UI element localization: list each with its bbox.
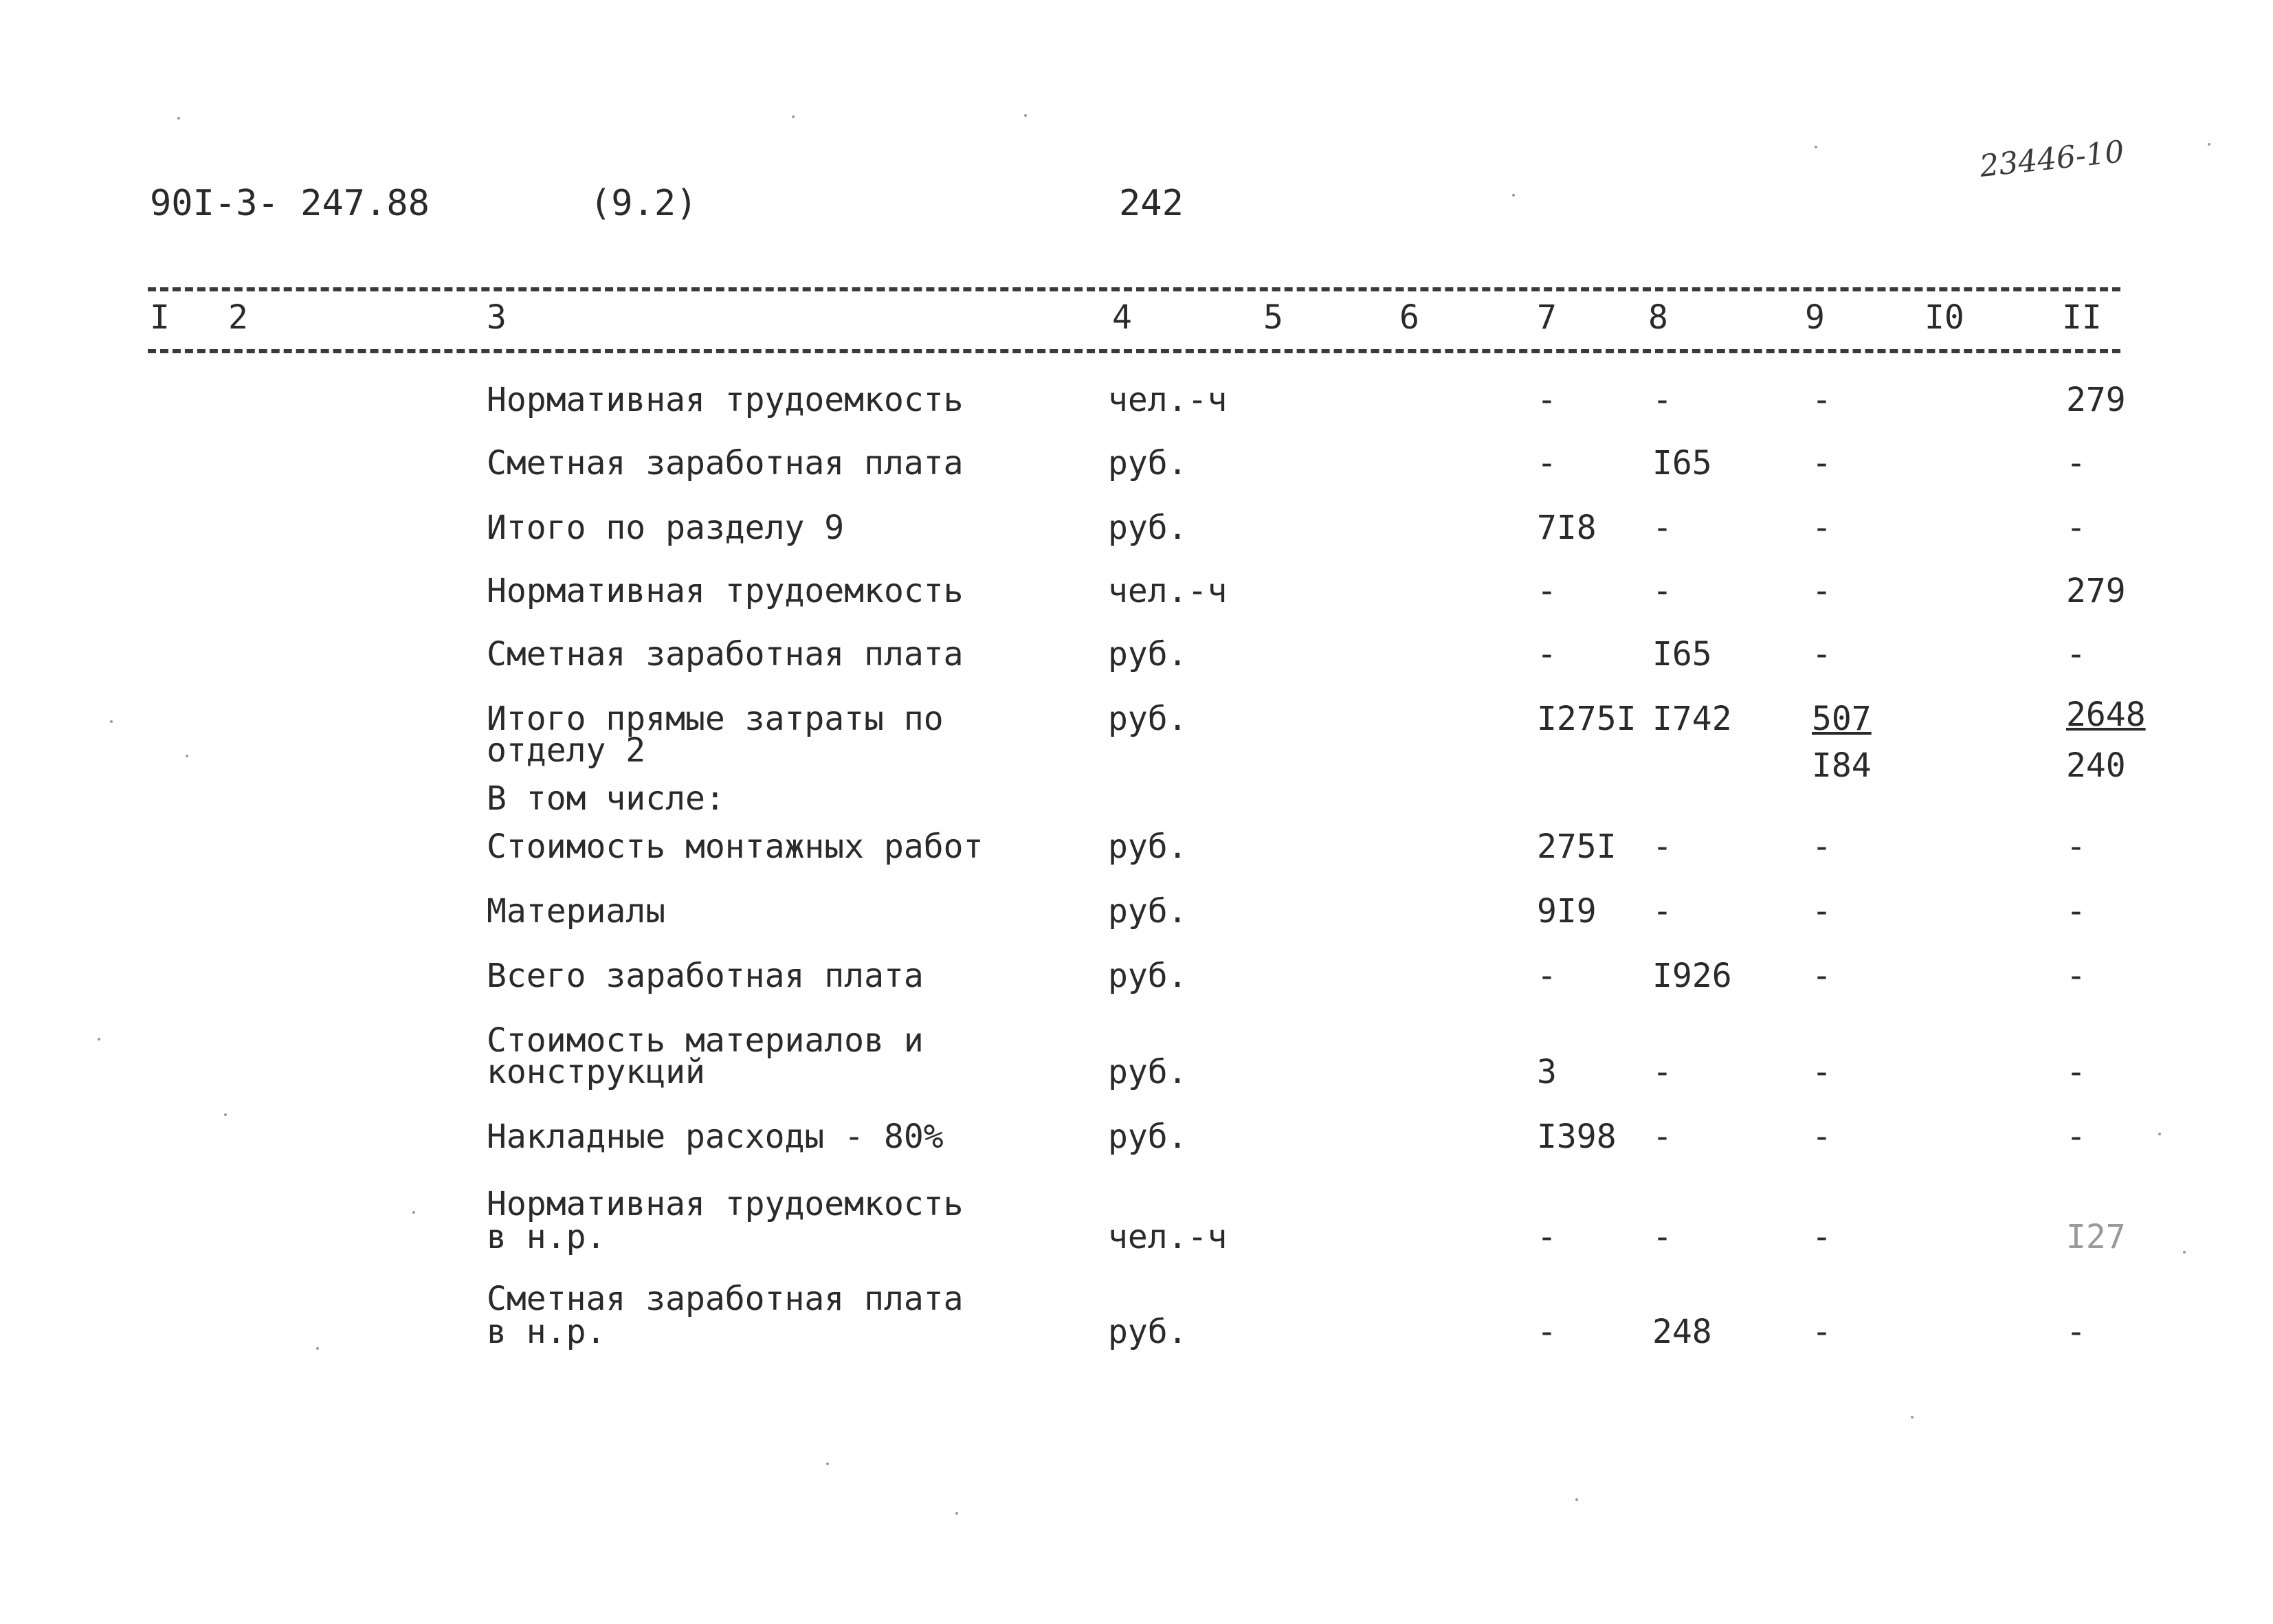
row-col7: - <box>1537 1313 1557 1351</box>
row-unit: чел.-ч <box>1108 572 1228 610</box>
row-col7: - <box>1537 381 1557 419</box>
row-label: Нормативная трудоемкость <box>487 572 964 610</box>
row-col7: 275I <box>1537 827 1617 866</box>
row-unit: чел.-ч <box>1108 381 1228 419</box>
row-col8: - <box>1652 509 1672 547</box>
row-col8: - <box>1652 1218 1672 1256</box>
row-col8: I65 <box>1652 444 1712 482</box>
scan-speck <box>177 117 180 120</box>
scan-speck <box>955 1512 958 1515</box>
row-label-cont: отделу 2 <box>487 731 646 770</box>
row-col8: - <box>1652 892 1672 931</box>
row-col11: - <box>2066 892 2086 931</box>
scan-speck <box>98 1038 100 1041</box>
row-unit: руб. <box>1108 700 1188 738</box>
row-label: Сметная заработная плата <box>487 1280 964 1318</box>
scan-speck <box>1024 114 1027 117</box>
col-header-9: 9 <box>1805 298 1825 337</box>
col-header-10: I0 <box>1925 298 1964 337</box>
scan-speck <box>1575 1498 1578 1501</box>
section-number: (9.2) <box>590 183 698 224</box>
row-label: Нормативная трудоемкость <box>487 381 964 419</box>
row-col7: - <box>1537 572 1557 610</box>
col-header-3: 3 <box>487 298 507 337</box>
document-code: 90I-3- 247.88 <box>150 183 430 224</box>
row-col11-denominator: 240 <box>2066 746 2126 785</box>
col-header-1: I <box>150 298 170 337</box>
scan-speck <box>1911 1416 1914 1419</box>
row-col7: 9I9 <box>1537 892 1597 931</box>
row-col11-numerator: 2648 <box>2066 696 2146 734</box>
row-col9-denominator: I84 <box>1812 746 1872 785</box>
row-unit: руб. <box>1108 1313 1188 1351</box>
row-col9: - <box>1812 892 1832 931</box>
row-label-cont: в н.р. <box>487 1218 606 1256</box>
row-col8: - <box>1652 1117 1672 1156</box>
scan-speck <box>316 1347 319 1350</box>
row-col11: - <box>2066 827 2086 866</box>
row-label: Стоимость материалов и <box>487 1021 924 1060</box>
row-col7: - <box>1537 444 1557 482</box>
row-unit: руб. <box>1108 1053 1188 1091</box>
row-col7: - <box>1537 957 1557 995</box>
row-col9: - <box>1812 444 1832 482</box>
col-header-11: II <box>2062 298 2102 337</box>
row-col11: - <box>2066 1053 2086 1091</box>
scan-speck <box>826 1462 829 1465</box>
header-bottom-rule <box>148 349 2120 353</box>
row-label: Сметная заработная плата <box>487 635 964 674</box>
row-col9: - <box>1812 509 1832 547</box>
row-col9: - <box>1812 572 1832 610</box>
scan-speck <box>2208 143 2210 146</box>
row-label-cont: конструкций <box>487 1053 705 1091</box>
row-label-subheading: В том числе: <box>487 779 725 818</box>
row-unit: руб. <box>1108 827 1188 866</box>
col-header-4: 4 <box>1112 298 1132 337</box>
row-col11-faint: I27 <box>2066 1218 2126 1256</box>
row-col11: - <box>2066 957 2086 995</box>
row-col9: - <box>1812 1313 1832 1351</box>
scan-speck <box>2158 1133 2161 1135</box>
row-unit: руб. <box>1108 1117 1188 1156</box>
row-col8: I742 <box>1652 700 1732 738</box>
row-col7: 7I8 <box>1537 509 1597 547</box>
row-col8: I926 <box>1652 957 1732 995</box>
row-col9: - <box>1812 1218 1832 1256</box>
row-label: Материалы <box>487 892 666 931</box>
row-col9: - <box>1812 1053 1832 1091</box>
row-unit: руб. <box>1108 892 1188 931</box>
row-label: Сметная заработная плата <box>487 444 964 482</box>
row-col7: I275I <box>1537 700 1637 738</box>
row-col9: - <box>1812 1117 1832 1156</box>
scan-speck <box>1815 146 1817 148</box>
row-col11: - <box>2066 444 2086 482</box>
row-col11: 279 <box>2066 381 2126 419</box>
row-col7: I398 <box>1537 1117 1617 1156</box>
row-col9: - <box>1812 635 1832 674</box>
row-col8: I65 <box>1652 635 1712 674</box>
row-col9: - <box>1812 957 1832 995</box>
header-top-rule <box>148 287 2120 291</box>
col-header-8: 8 <box>1648 298 1668 337</box>
row-col8: - <box>1652 381 1672 419</box>
scan-speck <box>412 1211 415 1214</box>
row-label-cont: в н.р. <box>487 1313 606 1351</box>
handwritten-stamp: 23446-10 <box>1977 134 2126 184</box>
scan-speck <box>224 1113 227 1116</box>
col-header-2: 2 <box>228 298 248 337</box>
row-col7: - <box>1537 635 1557 674</box>
row-col8: - <box>1652 827 1672 866</box>
row-col8: - <box>1652 1053 1672 1091</box>
row-label: Стоимость монтажных работ <box>487 827 984 866</box>
row-label: Накладные расходы - 80% <box>487 1117 944 1156</box>
row-label: Итого прямые затраты по <box>487 700 944 738</box>
row-col11: - <box>2066 1117 2086 1156</box>
row-unit: чел.-ч <box>1108 1218 1228 1256</box>
scan-speck <box>2183 1251 2186 1254</box>
row-col9: - <box>1812 381 1832 419</box>
row-col9-numerator: 507 <box>1812 700 1872 738</box>
row-col7: - <box>1537 1218 1557 1256</box>
scan-speck <box>792 115 795 118</box>
scan-speck <box>110 720 113 723</box>
col-header-6: 6 <box>1399 298 1419 337</box>
row-col11: - <box>2066 509 2086 547</box>
scan-speck <box>186 755 188 757</box>
row-col11: - <box>2066 635 2086 674</box>
row-unit: руб. <box>1108 444 1188 482</box>
row-label: Всего заработная плата <box>487 957 924 995</box>
row-col8: - <box>1652 572 1672 610</box>
row-unit: руб. <box>1108 957 1188 995</box>
page-number: 242 <box>1119 183 1184 224</box>
row-col11: - <box>2066 1313 2086 1351</box>
scan-speck <box>1512 194 1515 197</box>
row-col9: - <box>1812 827 1832 866</box>
row-unit: руб. <box>1108 635 1188 674</box>
col-header-5: 5 <box>1263 298 1283 337</box>
row-col7: 3 <box>1537 1053 1557 1091</box>
row-label: Нормативная трудоемкость <box>487 1185 964 1223</box>
row-label: Итого по разделу 9 <box>487 509 845 547</box>
col-header-7: 7 <box>1537 298 1557 337</box>
row-unit: руб. <box>1108 509 1188 547</box>
row-col8: 248 <box>1652 1313 1712 1351</box>
row-col11: 279 <box>2066 572 2126 610</box>
